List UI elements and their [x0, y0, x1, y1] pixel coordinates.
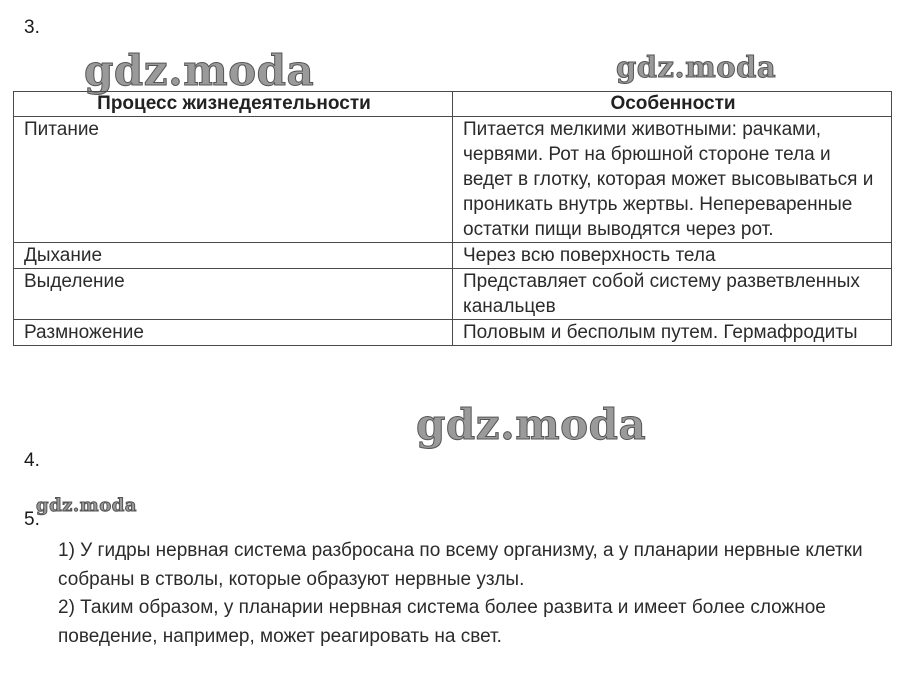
question-5-number: 5. — [24, 509, 40, 530]
column-header-process: Процесс жизнедеятельности — [14, 92, 453, 117]
process-cell: Питание — [14, 117, 453, 243]
question-3-number: 3. — [24, 17, 40, 38]
features-cell: Через всю поверхность тела — [453, 243, 892, 269]
watermark-logo: gdz.moda — [616, 50, 777, 84]
answer-paragraph: 1) У гидры нервная система разбросана по всему организму, а у планарии нервные клетки собраны в стволы, которые образуют нервные узлы. — [58, 540, 863, 590]
process-cell: Выделение — [14, 269, 453, 320]
features-cell: Представляет собой систему разветвленных канальцев — [453, 269, 892, 320]
features-cell: Половым и бесполым путем. Гермафродиты — [453, 320, 892, 346]
life-processes-table — [13, 91, 892, 346]
features-cell: Питается мелкими животными: рачками, червями. Рот на брюшной стороне тела и ведет в глотку, которая может высовываться и проникать внутрь жертвы. Непереваренные остатки пищи выводятся через рот. — [453, 117, 892, 243]
table-row — [14, 117, 892, 243]
table-row — [14, 320, 892, 346]
watermark-logo: gdz.moda — [36, 495, 137, 516]
table-row — [14, 243, 892, 269]
column-header-features: Особенности — [453, 92, 892, 117]
process-cell: Дыхание — [14, 243, 453, 269]
process-cell: Размножение — [14, 320, 453, 346]
watermark-logo: gdz.moda — [416, 400, 647, 449]
answer-paragraph: 2) Таким образом, у планарии нервная система более развита и имеет более сложное поведение, например, может реагировать на свет. — [58, 597, 826, 647]
question-4-number: 4. — [24, 450, 40, 471]
watermark-logo: gdz.moda — [84, 46, 315, 95]
table-row — [14, 269, 892, 320]
question-5-answers — [58, 537, 888, 651]
table-header-row — [14, 92, 892, 117]
